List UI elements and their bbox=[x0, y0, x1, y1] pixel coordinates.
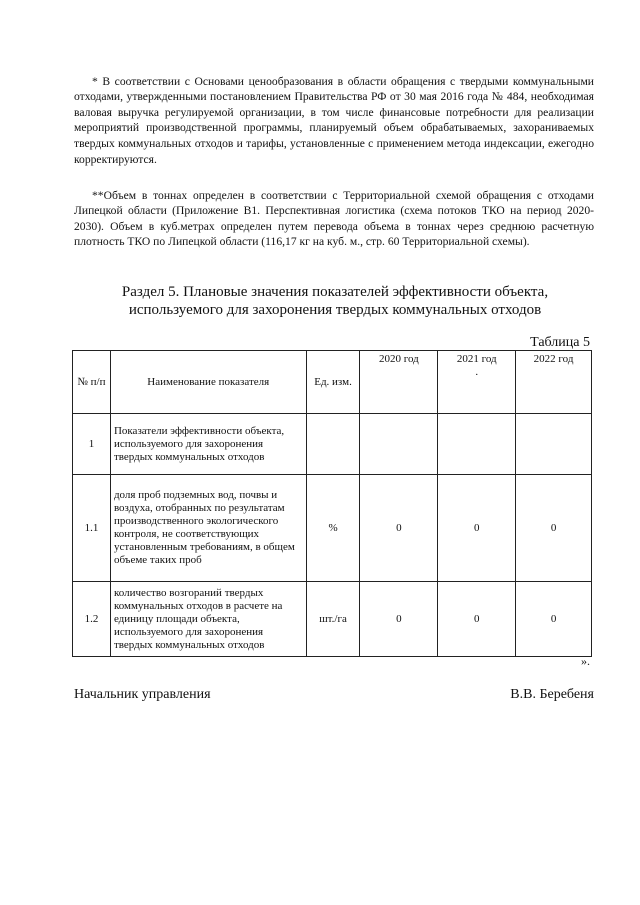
row-value-2022: 0 bbox=[516, 582, 592, 657]
row-value-2020: 0 bbox=[360, 582, 438, 657]
row-unit: % bbox=[306, 475, 360, 582]
row-name: количество возгораний твердых коммунальных отходов в расчете на единицу площади объекта, используемого для захоронения твердых коммунальных отходов bbox=[110, 582, 306, 657]
row-name: доля проб подземных вод, почвы и воздуха, отобранных по результатам производственного экологического контроля, не соответствующих установленным требованиям, в общем объеме таких проб bbox=[110, 475, 306, 582]
row-value-2022 bbox=[516, 414, 592, 475]
row-num: 1 bbox=[73, 414, 111, 475]
table-row bbox=[73, 582, 592, 657]
table-row bbox=[73, 414, 592, 475]
section-title-line-2: используемого для захоронения твердых коммунальных отходов bbox=[128, 302, 542, 318]
header-2022: 2022 год bbox=[516, 351, 592, 414]
header-unit: Ед. изм. bbox=[306, 351, 360, 414]
table-caption: Таблица 5 bbox=[530, 335, 590, 350]
row-name: Показатели эффективности объекта, используемого для захоронения твердых коммунальных отходов bbox=[110, 414, 306, 475]
row-value-2021 bbox=[438, 414, 516, 475]
row-value-2021: 0 bbox=[438, 475, 516, 582]
row-value-2022: 0 bbox=[516, 475, 592, 582]
row-value-2020 bbox=[360, 414, 438, 475]
row-value-2021: 0 bbox=[438, 582, 516, 657]
header-2020: 2020 год bbox=[360, 351, 438, 414]
footnote-indexation: * В соответствии с Основами ценообразования в области обращения с твердыми коммунальными отходами, утвержденными постановлением Правительства РФ от 30 мая 2016 года № 484, необходимая валовая выручка регулируемой организации, в том числе финансовые потребности для реализации мероприятий производственной программы, планируемый объем обрабатываемых, захораниваемых твердых коммунальных отходов и тарифы, установленные с применением метода индексации, ежегодно корректируются. bbox=[74, 74, 594, 166]
header-2021-label: 2021 год bbox=[456, 353, 497, 365]
header-name: Наименование показателя bbox=[110, 351, 306, 414]
signatory-name: В.В. Беребеня bbox=[510, 687, 594, 702]
row-unit: шт./га bbox=[306, 582, 360, 657]
table-header-row bbox=[73, 351, 592, 414]
table-row bbox=[73, 475, 592, 582]
row-num: 1.1 bbox=[73, 475, 111, 582]
signatory-position: Начальник управления bbox=[74, 687, 211, 702]
row-unit bbox=[306, 414, 360, 475]
header-num: № п/п bbox=[73, 351, 111, 414]
footnote-volume: **Объем в тоннах определен в соответствии с Территориальной схемой обращения с отходами Липецкой области (Приложение В1. Перспективная логистика (схема потоков ТКО на период 2020-2030). Объем в куб.метрах определен путем перевода объема в тоннах через среднюю расчетную плотность ТКО по Липецкой области (116,17 кг на куб. м., стр. 60 Территориальной схемы). bbox=[74, 188, 594, 249]
efficiency-indicators-table bbox=[72, 350, 592, 657]
header-2021-mark: . bbox=[475, 366, 479, 378]
header-2021 bbox=[438, 351, 516, 414]
section-title bbox=[74, 283, 596, 319]
row-value-2020: 0 bbox=[360, 475, 438, 582]
row-num: 1.2 bbox=[73, 582, 111, 657]
section-title-line-1: Раздел 5. Плановые значения показателей эффективности объекта, bbox=[121, 284, 549, 300]
closing-quote-mark: ». bbox=[581, 654, 590, 668]
